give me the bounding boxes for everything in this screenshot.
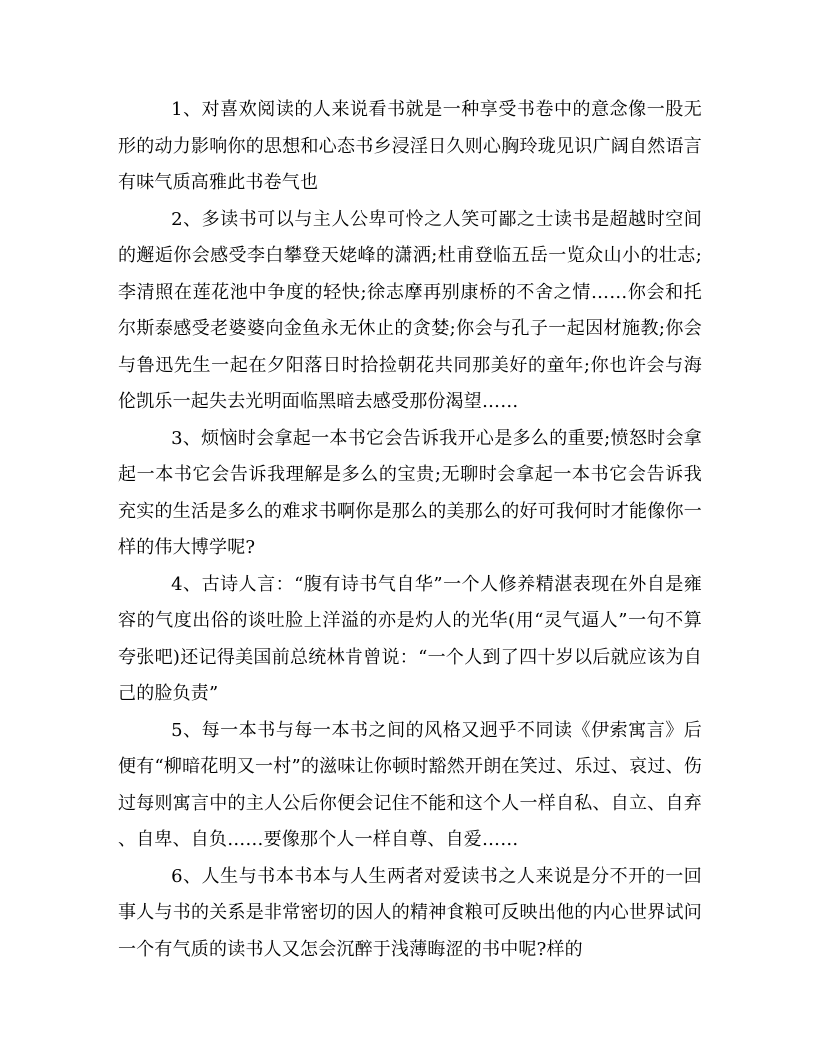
paragraph-3: 3、烦恼时会拿起一本书它会告诉我开心是多么的重要;愤怒时会拿起一本书它会告诉我理解是多么的宝贵;无聊时会拿起一本书它会告诉我充实的生活是多么的难求书啊你是那么的美那么的好可我何时才能像你一样的伟大博学呢? [118,427,702,558]
document-body [118,92,702,968]
paragraph-1: 1、对喜欢阅读的人来说看书就是一种享受书卷中的意念像一股无形的动力影响你的思想和心态书乡浸淫日久则心胸玲珑见识广阔自然语言有味气质高雅此书卷气也 [118,99,702,193]
paragraph-4: 4、古诗人言：“腹有诗书气自华”一个人修养精湛表现在外自是雍容的气度出俗的谈吐脸上洋溢的亦是灼人的光华(用“灵气逼人”一句不算夸张吧)还记得美国前总统林肯曾说：“一个人到了四十岁以后就应该为自己的脸负责” [118,573,702,704]
paragraph-5: 5、每一本书与每一本书之间的风格又迥乎不同读《伊索寓言》后便有“柳暗花明又一村”的滋味让你顿时豁然开朗在笑过、乐过、哀过、伤过每则寓言中的主人公后你便会记住不能和这个人一样自私、自立、自弃、自卑、自负……要像那个人一样自尊、自爱…… [118,719,702,850]
paragraph-2: 2、多读书可以与主人公卑可怜之人笑可鄙之士读书是超越时空间的邂逅你会感受李白攀登天姥峰的潇洒;杜甫登临五岳一览众山小的壮志;李清照在莲花池中争度的轻快;徐志摩再别康桥的不舍之情……你会和托尔斯泰感受老婆婆向金鱼永无休止的贪婪;你会与孔子一起因材施教;你会与鲁迅先生一起在夕阳落日时拾捡朝花共同那美好的童年;你也许会与海伦凯乐一起失去光明面临黑暗去感受那份渴望…… [118,208,702,412]
paragraph-6: 6、人生与书本书本与人生两者对爱读书之人来说是分不开的一回事人与书的关系是非常密切的因人的精神食粮可反映出他的内心世界试问一个有气质的读书人又怎会沉醉于浅薄晦涩的书中呢?样的 [118,865,702,960]
